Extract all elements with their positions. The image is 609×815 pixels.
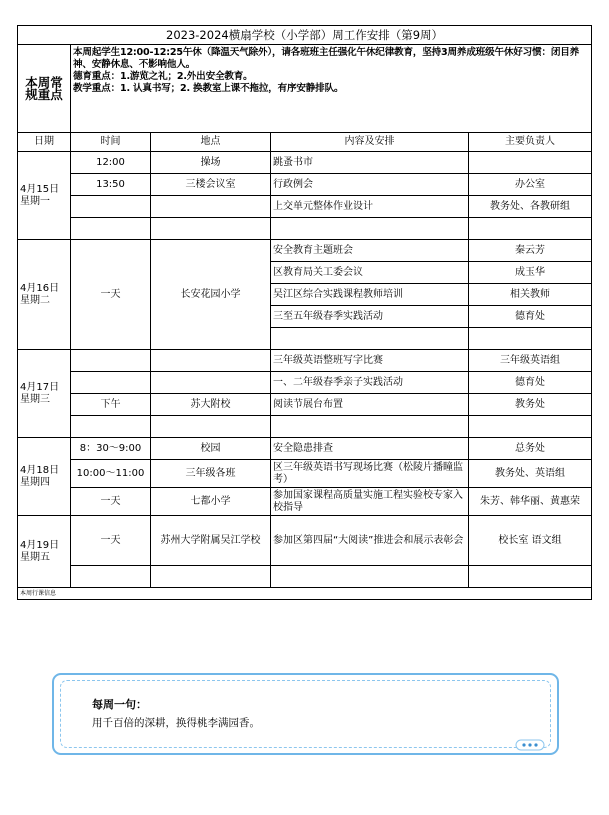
content-cell — [271, 416, 469, 438]
owner-cell — [469, 416, 592, 438]
place-cell: 操场 — [151, 152, 271, 174]
table-row — [18, 240, 592, 262]
quote-inner-border — [60, 680, 551, 748]
content-cell: 参加区第四届“大阅读”推进会和展示表彰会 — [271, 516, 469, 566]
header-date: 日期 — [18, 133, 71, 152]
place-cell — [151, 350, 271, 372]
owner-cell: 教务处、各教研组 — [469, 196, 592, 218]
content-cell: 安全教育主题班会 — [271, 240, 469, 262]
time-cell — [71, 218, 151, 240]
content-cell: 跳蚤书市 — [271, 152, 469, 174]
table-row — [18, 174, 592, 196]
time-cell: 12:00 — [71, 152, 151, 174]
owner-cell: 教务处 — [469, 394, 592, 416]
focus-line-routine: 本周起学生12:00-12:25午休（降温天气除外），请各班班主任强化午休纪律教育，坚持3周养成班级午休好习惯：闭目养神、安静休息、不影响他人。 — [73, 47, 580, 70]
content-cell: 区三年级英语书写现场比赛（松陵片播瞳监考） — [271, 460, 469, 488]
date-cell-tuesday: 4月16日星期二 — [18, 240, 71, 350]
table-row — [18, 372, 592, 394]
owner-cell — [469, 328, 592, 350]
time-cell: 一天 — [71, 488, 151, 516]
table-row — [18, 152, 592, 174]
weekly-schedule-table — [17, 25, 592, 600]
header-owner: 主要负责人 — [469, 133, 592, 152]
owner-cell: 成玉华 — [469, 262, 592, 284]
date-cell-friday: 4月19日星期五 — [18, 516, 71, 588]
table-row — [18, 350, 592, 372]
content-cell: 吴江区综合实践课程教师培训 — [271, 284, 469, 306]
place-cell: 苏大附校 — [151, 394, 271, 416]
time-cell: 8：30～9:00 — [71, 438, 151, 460]
table-row — [18, 460, 592, 488]
content-cell: 三年级英语整班写字比赛 — [271, 350, 469, 372]
time-cell: 一天 — [71, 240, 151, 350]
content-cell — [271, 566, 469, 588]
table-row — [18, 416, 592, 438]
date-cell-monday: 4月15日星期一 — [18, 152, 71, 240]
content-cell: 参加国家课程高质量实施工程实验校专家入校指导 — [271, 488, 469, 516]
table-row — [18, 438, 592, 460]
time-cell — [71, 566, 151, 588]
owner-cell: 相关教师 — [469, 284, 592, 306]
schedule-title: 2023-2024横扇学校（小学部）周工作安排（第9周） — [18, 26, 592, 45]
owner-cell — [469, 218, 592, 240]
time-cell: 下午 — [71, 394, 151, 416]
owner-cell: 朱芳、韩华丽、黄惠荣 — [469, 488, 592, 516]
owner-cell — [469, 566, 592, 588]
table-row — [18, 566, 592, 588]
schedule-footnote: 本周行课信息 — [18, 588, 592, 600]
table-row — [18, 394, 592, 416]
owner-cell: 三年级英语组 — [469, 350, 592, 372]
place-cell — [151, 566, 271, 588]
content-cell: 安全隐患排查 — [271, 438, 469, 460]
owner-cell: 办公室 — [469, 174, 592, 196]
content-cell — [271, 328, 469, 350]
place-cell — [151, 416, 271, 438]
time-cell — [71, 372, 151, 394]
place-cell: 校园 — [151, 438, 271, 460]
owner-cell: 教务处、英语组 — [469, 460, 592, 488]
time-cell: 一天 — [71, 516, 151, 566]
focus-line-teaching: 教学重点：1. 认真书写；2. 换教室上课不拖拉，有序安静排队。 — [73, 83, 344, 94]
content-cell: 行政例会 — [271, 174, 469, 196]
owner-cell: 秦云芳 — [469, 240, 592, 262]
content-cell: 三至五年级春季实践活动 — [271, 306, 469, 328]
quote-text: 用千百倍的深耕，换得桃李满园香。 — [92, 717, 260, 729]
date-cell-wednesday: 4月17日星期三 — [18, 350, 71, 438]
weekly-focus-label: 本周常规重点 — [18, 45, 71, 133]
table-row — [18, 488, 592, 516]
time-cell: 13:50 — [71, 174, 151, 196]
decorative-dots-icon — [515, 738, 545, 752]
place-cell: 七都小学 — [151, 488, 271, 516]
owner-cell: 德育处 — [469, 372, 592, 394]
place-cell: 三楼会议室 — [151, 174, 271, 196]
time-cell — [71, 350, 151, 372]
time-cell: 10:00～11:00 — [71, 460, 151, 488]
place-cell — [151, 196, 271, 218]
time-cell — [71, 416, 151, 438]
content-cell: 区教育局关工委会议 — [271, 262, 469, 284]
place-cell: 三年级各班 — [151, 460, 271, 488]
owner-cell: 德育处 — [469, 306, 592, 328]
owner-cell — [469, 152, 592, 174]
table-row — [18, 218, 592, 240]
quote-title: 每周一句： — [92, 698, 147, 711]
place-cell: 苏州大学附属吴江学校 — [151, 516, 271, 566]
weekly-quote-box — [52, 673, 559, 755]
content-cell: 上交单元整体作业设计 — [271, 196, 469, 218]
table-header-row — [18, 133, 592, 152]
owner-cell: 校长室 语文组 — [469, 516, 592, 566]
time-cell — [71, 196, 151, 218]
place-cell — [151, 218, 271, 240]
table-row — [18, 196, 592, 218]
content-cell: 一、二年级春季亲子实践活动 — [271, 372, 469, 394]
place-cell: 长安花园小学 — [151, 240, 271, 350]
header-content: 内容及安排 — [271, 133, 469, 152]
content-cell: 阅读节展台布置 — [271, 394, 469, 416]
owner-cell: 总务处 — [469, 438, 592, 460]
focus-line-moral: 德育重点：1.游览之礼；2.外出安全教育。 — [73, 71, 253, 82]
table-row — [18, 516, 592, 566]
header-time: 时间 — [71, 133, 151, 152]
content-cell — [271, 218, 469, 240]
place-cell — [151, 372, 271, 394]
weekly-focus-content — [71, 45, 592, 133]
date-cell-thursday: 4月18日星期四 — [18, 438, 71, 516]
header-place: 地点 — [151, 133, 271, 152]
